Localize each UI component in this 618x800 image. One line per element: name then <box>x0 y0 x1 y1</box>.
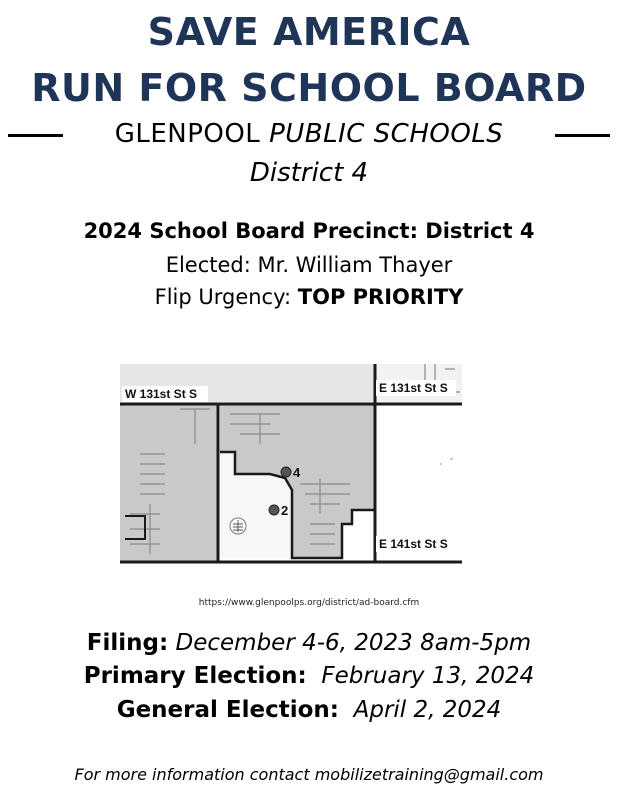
school-name <box>0 119 618 149</box>
filing-value: December 4-6, 2023 8am-5pm <box>168 630 532 656</box>
general-label: General Election: <box>116 697 339 723</box>
primary-label: Primary Election: <box>83 663 307 689</box>
precinct-heading: 2024 School Board Precinct: District 4 <box>83 219 535 243</box>
street-label-e141: E 141st St S <box>379 537 448 551</box>
district-label: District 4 <box>249 158 369 188</box>
precinct-marker-label-2: 2 <box>281 503 289 518</box>
general-election <box>0 697 618 723</box>
flip-urgency-label: Flip Urgency: <box>154 285 298 309</box>
street-label-e131: E 131st St S <box>379 381 448 395</box>
school-name-upright: GLENPOOL <box>114 119 270 149</box>
district-map <box>120 364 462 570</box>
contact-info: For more information contact mobilizetraining@gmail.com <box>74 765 544 784</box>
precinct-marker-4 <box>281 467 291 477</box>
elected-official: Elected: Mr. William Thayer <box>165 253 453 277</box>
filing-dates <box>0 630 618 656</box>
flip-urgency-value: TOP PRIORITY <box>297 285 464 309</box>
flip-urgency <box>0 285 618 309</box>
street-label-w131: W 131st St S <box>125 387 198 401</box>
school-name-italic: PUBLIC SCHOOLS <box>269 119 504 149</box>
primary-value: February 13, 2024 <box>306 663 535 689</box>
precinct-marker-label-4: 4 <box>293 465 301 480</box>
headline-save-america: SAVE AMERICA <box>147 10 471 54</box>
filing-label: Filing: <box>86 630 169 656</box>
headline-run-for-school-board: RUN FOR SCHOOL BOARD <box>31 66 587 110</box>
primary-election <box>0 663 618 689</box>
map-source-url: https://www.glenpoolps.org/district/ad-board.cfm <box>198 598 420 608</box>
general-value: April 2, 2024 <box>339 697 502 723</box>
precinct-marker-2 <box>269 505 279 515</box>
